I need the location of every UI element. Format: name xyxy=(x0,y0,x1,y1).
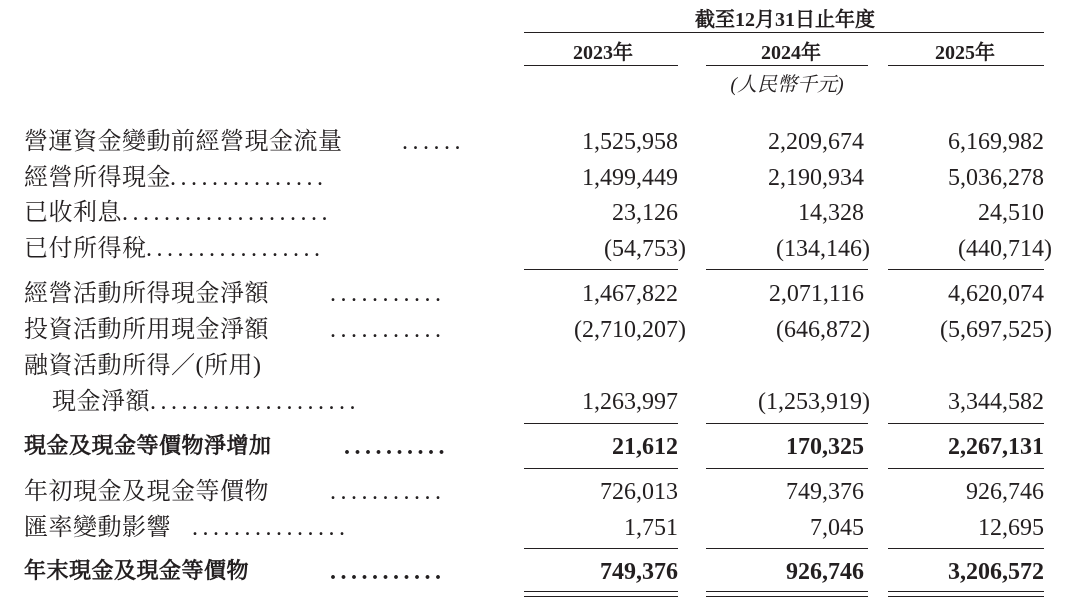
row-label: 年末現金及現金等價物 xyxy=(24,559,250,584)
total-double-rule xyxy=(706,591,868,597)
subtotal-rule xyxy=(888,468,1044,469)
subtotal-rule xyxy=(706,423,868,424)
total-double-rule xyxy=(524,591,678,597)
table-row xyxy=(0,162,1080,198)
subtotal-rule xyxy=(706,468,868,469)
subtotal-rule xyxy=(524,269,678,270)
table-row xyxy=(0,512,1080,548)
row-label: 經營所得現金 xyxy=(24,165,171,191)
value-2024: 2,190,934 xyxy=(768,165,864,191)
value-2023: 1,499,449 xyxy=(582,165,678,191)
row-label: 年初現金及現金等價物 xyxy=(24,479,269,505)
table-row xyxy=(0,350,1080,386)
subtotal-rule xyxy=(888,269,1044,270)
row-label: 匯率變動影響 xyxy=(24,515,171,541)
value-2024: 170,325 xyxy=(786,434,864,460)
table-row xyxy=(0,431,1080,467)
value-2025: 2,267,131 xyxy=(948,434,1044,460)
row-label: 經營活動所得現金淨額 xyxy=(24,281,269,307)
value-2023: 21,612 xyxy=(612,434,678,460)
subtotal-rule xyxy=(706,269,868,270)
value-2023: 23,126 xyxy=(612,200,678,226)
currency-unit: (人民幣千元) xyxy=(730,74,844,96)
value-2024: 749,376 xyxy=(786,479,864,505)
table-row xyxy=(0,126,1080,162)
table-row xyxy=(0,386,1080,422)
period-heading: 截至12月31日止年度 xyxy=(695,9,875,31)
value-2025: 12,695 xyxy=(978,515,1044,541)
leader-dots: ................. xyxy=(146,236,325,262)
value-2025: 3,206,572 xyxy=(948,559,1044,585)
year-2025-underline xyxy=(888,65,1044,66)
table-row xyxy=(0,233,1080,269)
leader-dots: ........... xyxy=(330,317,446,343)
value-2023: 1,751 xyxy=(624,515,678,541)
value-2023: 726,013 xyxy=(600,479,678,505)
value-2024: 2,071,116 xyxy=(768,281,864,307)
value-2024: (134,146) xyxy=(776,236,870,262)
subtotal-rule xyxy=(888,548,1044,549)
value-2023: (2,710,207) xyxy=(574,317,686,343)
leader-dots: ........... xyxy=(330,479,446,505)
period-underline xyxy=(524,32,1044,33)
row-label: 投資活動所用現金淨額 xyxy=(24,317,269,343)
leader-dots: ............... xyxy=(192,515,350,541)
value-2025: (5,697,525) xyxy=(940,317,1052,343)
row-label: 營運資金變動前經營現金流量 xyxy=(24,129,343,155)
leader-dots: ........... xyxy=(330,559,446,585)
value-2024: (646,872) xyxy=(776,317,870,343)
table-row xyxy=(0,197,1080,233)
value-2023: (54,753) xyxy=(604,236,686,262)
value-2024: 7,045 xyxy=(810,515,864,541)
value-2024: 926,746 xyxy=(786,559,864,585)
row-label: 已付所得稅 xyxy=(24,236,147,262)
subtotal-rule xyxy=(524,468,678,469)
row-label: 現金及現金等價物淨增加 xyxy=(24,434,272,459)
total-double-rule xyxy=(888,591,1044,597)
year-2023-underline xyxy=(524,65,678,66)
value-2023: 1,263,997 xyxy=(582,389,678,415)
subtotal-rule xyxy=(888,423,1044,424)
subtotal-rule xyxy=(524,548,678,549)
year-2024-header: 2024年 xyxy=(761,42,821,64)
table-row xyxy=(0,556,1080,592)
row-label: 融資活動所得／(所用) xyxy=(24,353,262,379)
table-row xyxy=(0,314,1080,350)
value-2025: 3,344,582 xyxy=(948,389,1044,415)
subtotal-rule xyxy=(524,423,678,424)
value-2025: 6,169,982 xyxy=(948,129,1044,155)
value-2025: 926,746 xyxy=(966,479,1044,505)
value-2024: 14,328 xyxy=(798,200,864,226)
table-row xyxy=(0,476,1080,512)
value-2024: 2,209,674 xyxy=(768,129,864,155)
leader-dots: ...... xyxy=(402,129,465,155)
subtotal-rule xyxy=(706,548,868,549)
year-2023-header: 2023年 xyxy=(573,42,633,64)
value-2025: 4,620,074 xyxy=(948,281,1044,307)
value-2023: 1,525,958 xyxy=(582,129,678,155)
leader-dots: ........... xyxy=(330,281,446,307)
value-2025: (440,714) xyxy=(958,236,1052,262)
value-2025: 5,036,278 xyxy=(948,165,1044,191)
year-2024-underline xyxy=(706,65,868,66)
table-row xyxy=(0,278,1080,314)
leader-dots: .................... xyxy=(122,200,332,226)
year-2025-header: 2025年 xyxy=(935,42,995,64)
value-2023: 1,467,822 xyxy=(582,281,678,307)
value-2023: 749,376 xyxy=(600,559,678,585)
value-2025: 24,510 xyxy=(978,200,1044,226)
value-2024: (1,253,919) xyxy=(758,389,870,415)
leader-dots: ............... xyxy=(170,165,328,191)
leader-dots: .................... xyxy=(150,389,360,415)
leader-dots: .......... xyxy=(344,434,449,460)
row-label: 已收利息 xyxy=(24,200,122,226)
row-label: 現金淨額 xyxy=(52,389,150,415)
